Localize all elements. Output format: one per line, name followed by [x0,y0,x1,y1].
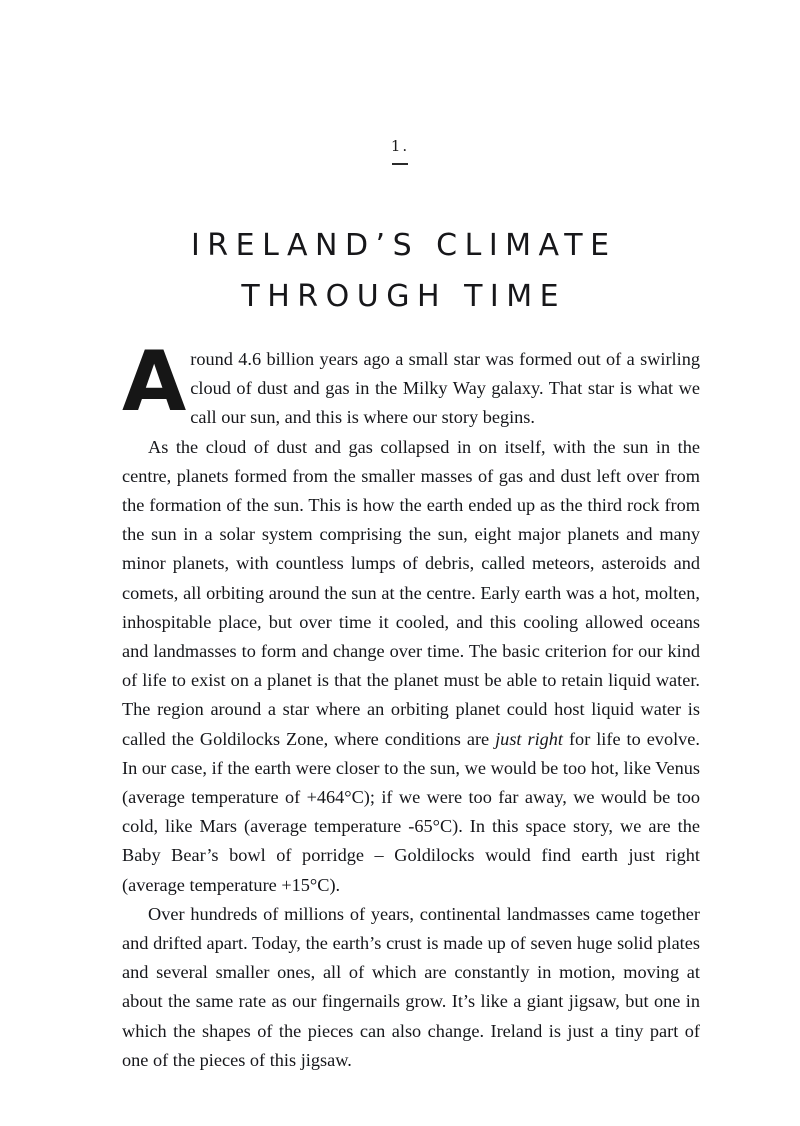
chapter-title [0,220,800,322]
paragraph-3 [122,900,700,1075]
body-text-block [122,333,700,1075]
chapter-title-line-2: THROUGH TIME [241,279,567,315]
chapter-title-line-1: IRELAND’S CLIMATE [190,228,617,264]
drop-cap: A [122,333,187,430]
paragraph-2-emphasis: just right [495,728,564,749]
paragraph-1-text: round 4.6 billion years ago a small star was formed out of a swirling cloud of dust and gas in the Milky Way galaxy. That star is what we call our sun, and this is where our story begins. [190,349,700,428]
chapter-number-block [0,138,800,165]
paragraph-2-text-part-1: As the cloud of dust and gas collapsed in on itself, with the sun in the centre, planets formed from the smaller masses of gas and dust left over from the formation of the sun. This is how the earth ended up as the third rock from the sun in a solar system comprising the sun, eight major planets and many minor planets, with countless lumps of debris, called meteors, asteroids and comets, all orbiting around the sun at the centre. Early earth was a hot, molten, inhospitable place, but over time it cooled, and this cooling allowed oceans and landmasses to form and change over time. The basic criterion for our kind of life to exist on a planet is that the planet must be able to retain liquid water. The region around a star where an orbiting planet could host liquid water is called the Goldilocks Zone, where conditions are [122,436,700,749]
chapter-number-rule [392,163,408,165]
paragraph-2 [122,433,700,900]
paragraph-2-text-part-2: for life to evolve. In our case, if the earth were closer to the sun, we would be too hot, like Venus (average temperature of +464°C); if we were too far away, we would be too cold, like Mars (average temperature -65°C). In this space story, we are the Baby Bear’s bowl of porridge – Goldilocks would find earth just right (average temperature +15°C). [122,728,700,895]
chapter-number: 1. [390,137,410,155]
paragraph-3-text: Over hundreds of millions of years, continental landmasses came together and drifted apart. Today, the earth’s crust is made up of seven huge solid plates and several smaller ones, all of which are constantly in motion, moving at about the same rate as our fingernails grow. It’s like a giant jigsaw, but one in which the shapes of the pieces can also change. Ireland is just a tiny part of one of the pieces of this jigsaw. [122,903,700,1070]
paragraph-1 [122,333,700,433]
